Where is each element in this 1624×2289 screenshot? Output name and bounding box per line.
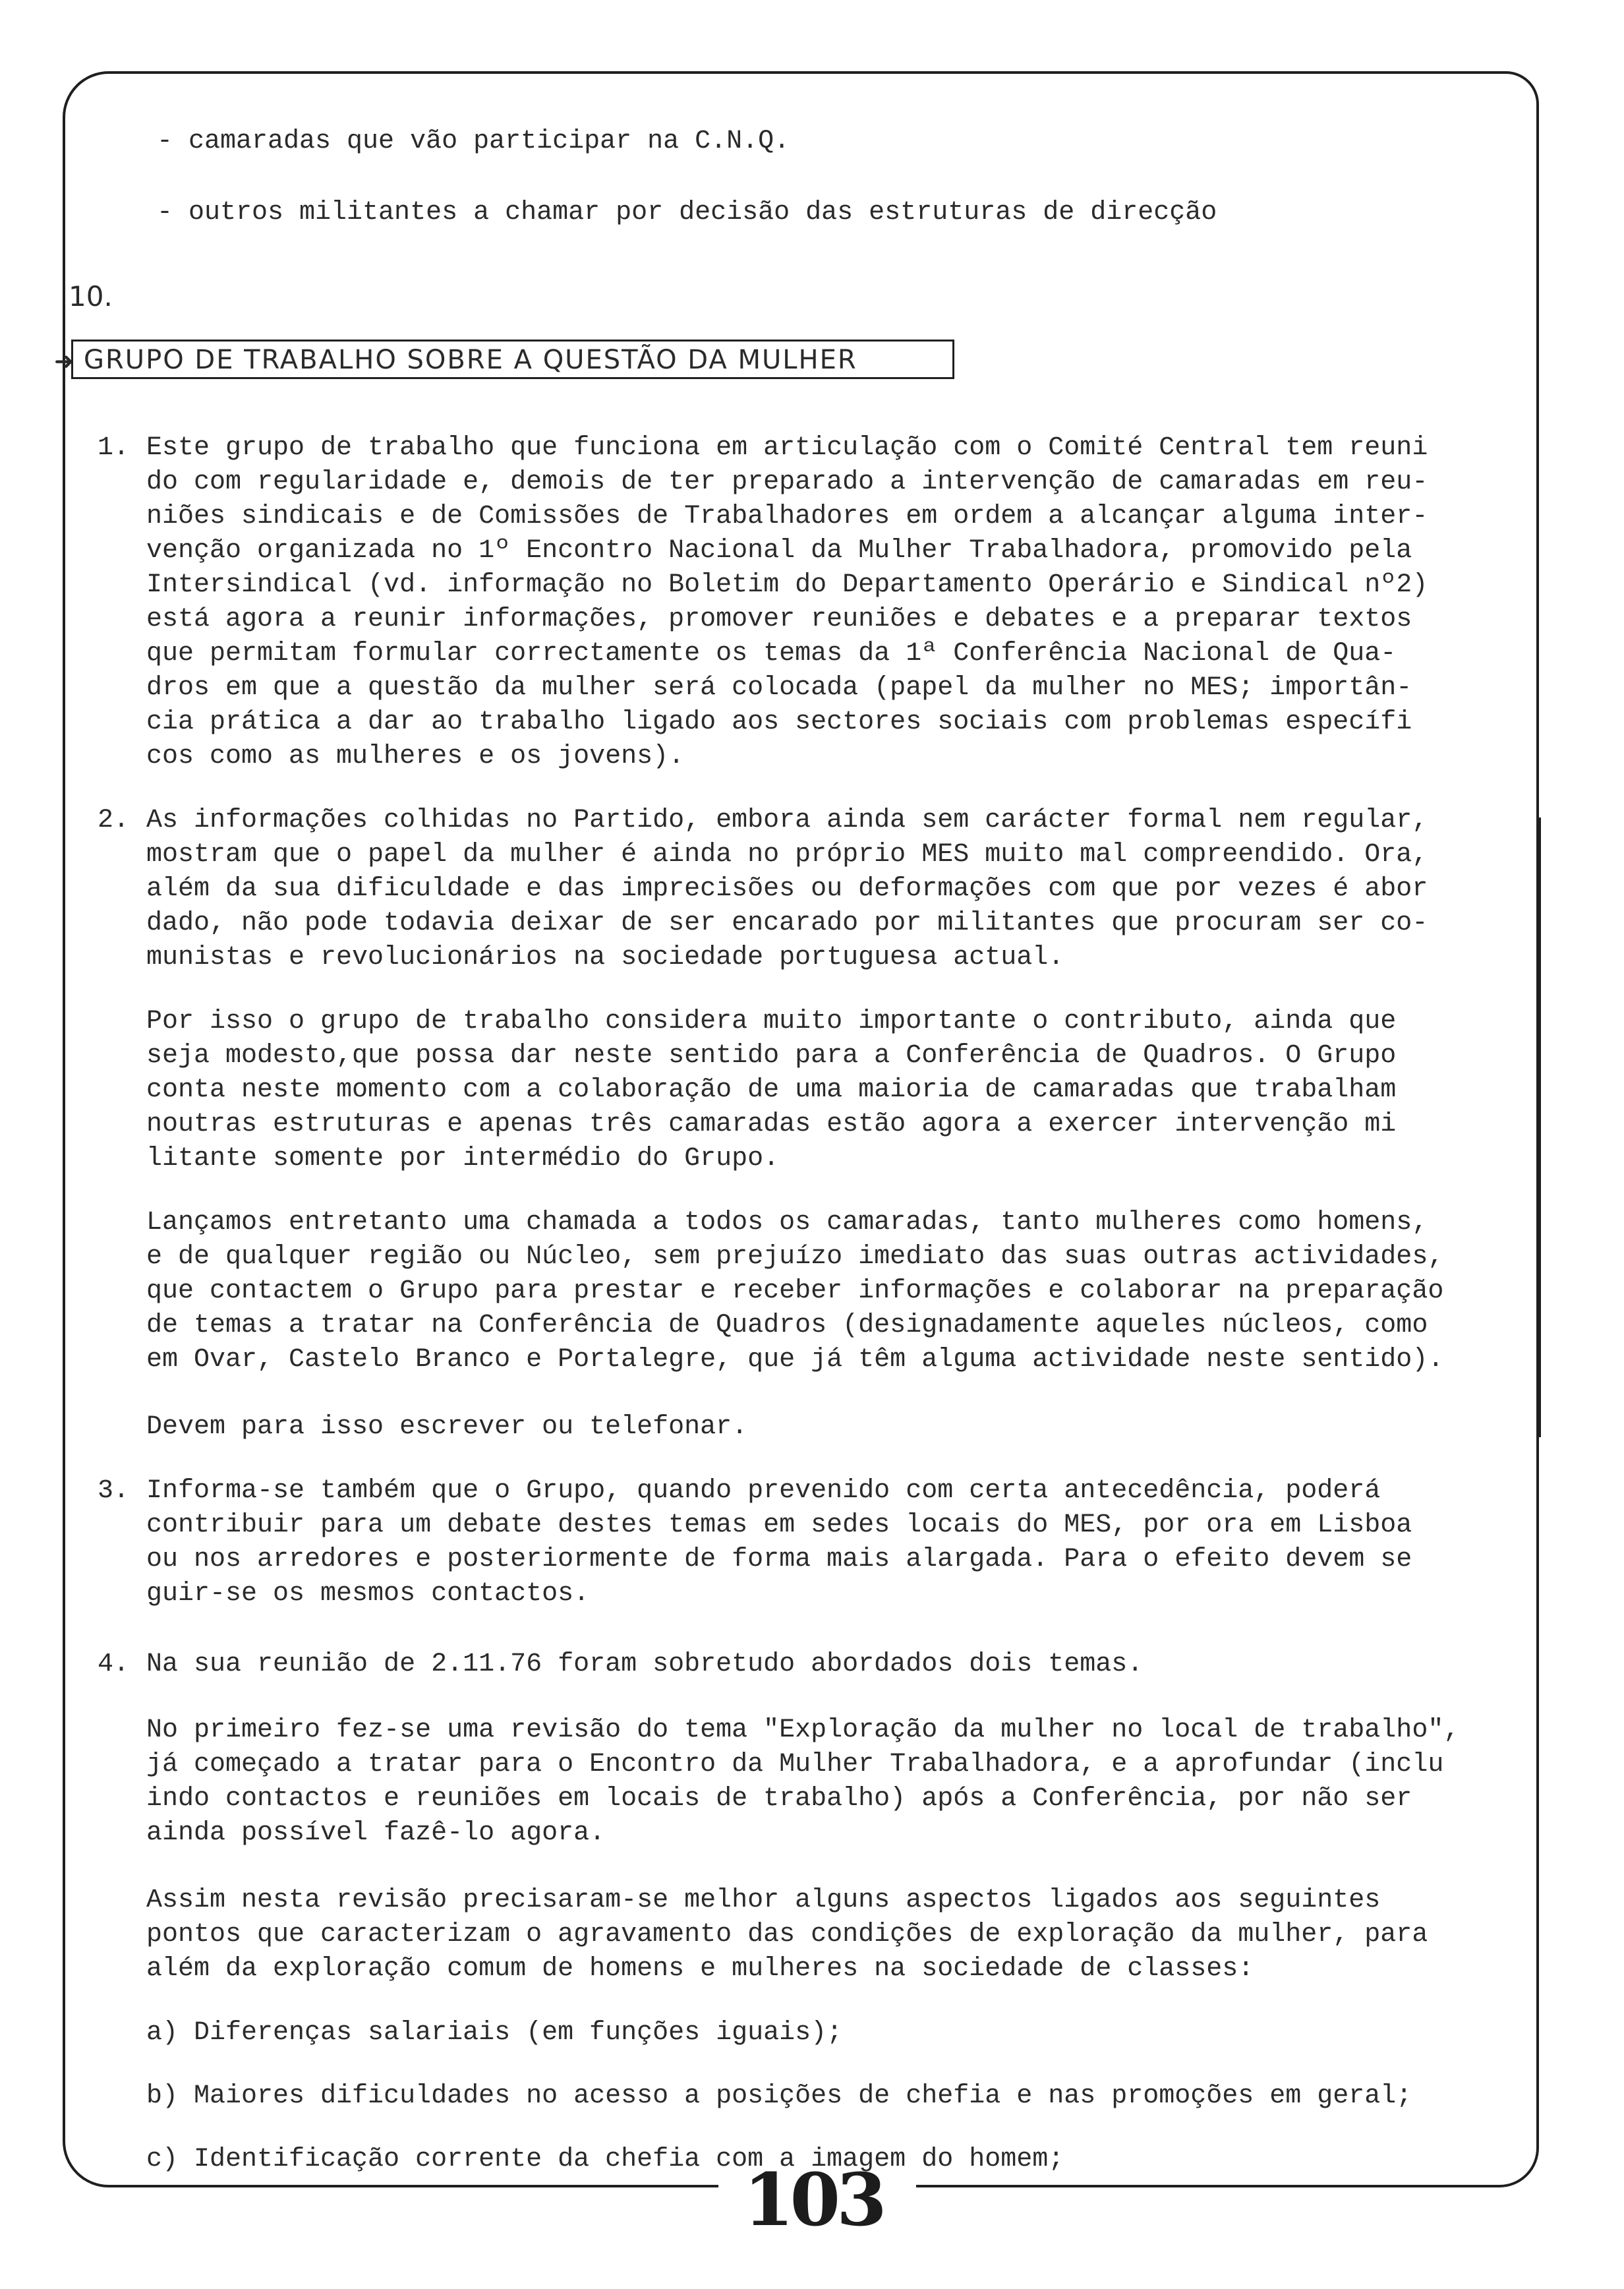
text-line: Este grupo de trabalho que funciona em articulação com o Comité Central tem reuni: [146, 433, 1428, 463]
text-line: em Ovar, Castelo Branco e Portalegre, que já têm alguma actividade neste sentido).: [146, 1345, 1444, 1375]
arrow-icon: ➜: [54, 348, 74, 375]
top-item: - camaradas que vão participar na C.N.Q.: [157, 127, 790, 156]
text-line: Informa-se também que o Grupo, quando prevenido com certa antecedência, poderá: [146, 1476, 1381, 1506]
section-number: 10.: [69, 280, 113, 312]
text-line: está agora a reunir informações, promover reuniões e debates e a preparar textos: [146, 605, 1412, 634]
text-line: já começado a tratar para o Encontro da Mulher Trabalhadora, e a aprofundar (inclu: [146, 1750, 1444, 1779]
item-number: 4.: [98, 1650, 130, 1679]
text-line: noutras estruturas e apenas três camaradas estão agora a exercer intervenção mi: [146, 1110, 1397, 1139]
text-line: litante somente por intermédio do Grupo.: [146, 1144, 780, 1174]
top-item: - outros militantes a chamar por decisão das estruturas de direcção: [157, 198, 1217, 227]
sub-item: a) Diferenças salariais (em funções iguais);: [146, 2018, 843, 2048]
text-line: além da exploração comum de homens e mulheres na sociedade de classes:: [146, 1954, 1254, 1984]
text-line: de temas a tratar na Conferência de Quadros (designadamente aqueles núcleos, como: [146, 1311, 1428, 1340]
text-line: ainda possível fazê-lo agora.: [146, 1818, 606, 1848]
text-line: Assim nesta revisão precisaram-se melhor alguns aspectos ligados aos seguintes: [146, 1886, 1381, 1915]
text-line: venção organizada no 1º Encontro Nacional da Mulher Trabalhadora, promovido pela: [146, 536, 1412, 566]
text-line: No primeiro fez-se uma revisão do tema "Exploração da mulher no local de trabalho",: [146, 1715, 1460, 1745]
text-line: Devem para isso escrever ou telefonar.: [146, 1412, 748, 1442]
text-line: munistas e revolucionários na sociedade portuguesa actual.: [146, 943, 1064, 972]
text-line: do com regularidade e, demois de ter preparado a intervenção de camaradas em reu-: [146, 467, 1428, 497]
text-line: seja modesto,que possa dar neste sentido para a Conferência de Quadros. O Grupo: [146, 1041, 1397, 1071]
text-line: Intersindical (vd. informação no Boletim do Departamento Operário e Sindical nº2): [146, 570, 1428, 600]
text-line: contribuir para um debate destes temas em sedes locais do MES, por ora em Lisboa: [146, 1510, 1412, 1540]
text-line: Lançamos entretanto uma chamada a todos os camaradas, tanto mulheres como homens,: [146, 1208, 1428, 1237]
text-line: ou nos arredores e posteriormente de forma mais alargada. Para o efeito devem se: [146, 1545, 1412, 1574]
item-number: 3.: [98, 1476, 130, 1506]
text-line: cia prática a dar ao trabalho ligado aos sectores sociais com problemas específi: [146, 707, 1412, 737]
text-line: que permitam formular correctamente os temas da 1ª Conferência Nacional de Qua-: [146, 639, 1397, 669]
section-title: GRUPO DE TRABALHO SOBRE A QUESTÃO DA MULHER: [71, 340, 954, 379]
text-line: que contactem o Grupo para prestar e receber informações e colaborar na preparação: [146, 1276, 1444, 1306]
item-number: 2.: [98, 806, 130, 835]
text-line: cos como as mulheres e os jovens).: [146, 742, 685, 771]
sub-item: b) Maiores dificuldades no acesso a posições de chefia e nas promoções em geral;: [146, 2081, 1412, 2111]
text-line: dros em que a questão da mulher será colocada (papel da mulher no MES; importân-: [146, 673, 1412, 703]
page-number-stamp: 103: [743, 2157, 883, 2242]
right-margin-mark: [1538, 818, 1541, 1437]
text-line: Por isso o grupo de trabalho considera muito importante o contributo, ainda que: [146, 1007, 1397, 1036]
text-line: pontos que caracterizam o agravamento das condições de exploração da mulher, para: [146, 1920, 1428, 1949]
text-line: e de qualquer região ou Núcleo, sem prejuízo imediato das suas outras actividades,: [146, 1242, 1444, 1272]
text-line: mostram que o papel da mulher é ainda no próprio MES muito mal compreendido. Ora,: [146, 840, 1428, 870]
text-line: guir-se os mesmos contactos.: [146, 1579, 590, 1609]
text-line: indo contactos e reuniões em locais de trabalho) após a Conferência, por não ser: [146, 1784, 1412, 1814]
text-line: Na sua reunião de 2.11.76 foram sobretudo abordados dois temas.: [146, 1650, 1144, 1679]
text-line: conta neste momento com a colaboração de uma maioria de camaradas que trabalham: [146, 1075, 1397, 1105]
text-line: As informações colhidas no Partido, embora ainda sem carácter formal nem regular,: [146, 806, 1428, 835]
item-number: 1.: [98, 433, 130, 463]
text-line: niões sindicais e de Comissões de Trabalhadores em ordem a alcançar alguma inter-: [146, 502, 1428, 531]
text-line: dado, não pode todavia deixar de ser encarado por militantes que procuram ser co-: [146, 908, 1428, 938]
sub-item: c) Identificação corrente da chefia com a imagem do homem;: [146, 2145, 1064, 2174]
text-line: além da sua dificuldade e das imprecisões ou deformações com que por vezes é abor: [146, 874, 1428, 904]
